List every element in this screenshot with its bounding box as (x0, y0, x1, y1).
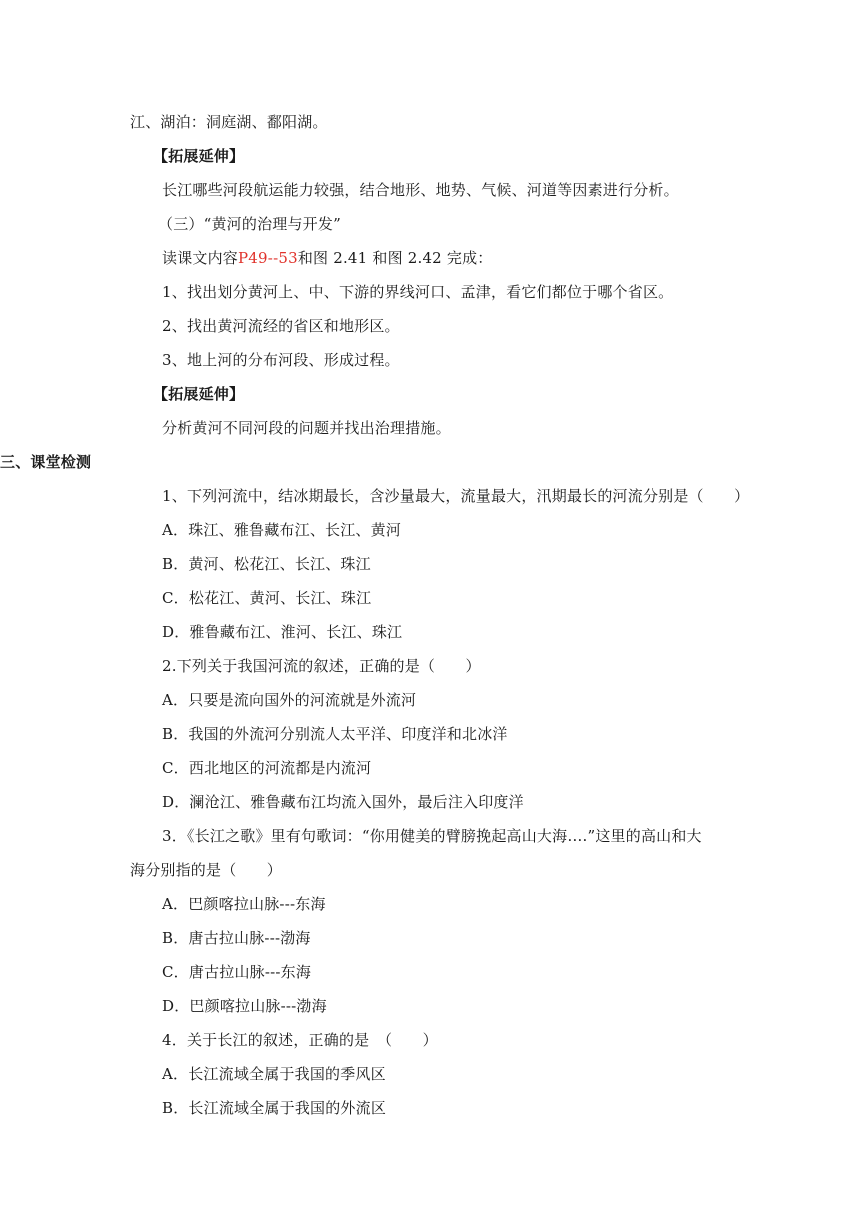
section-title-yellow-river: （三）“黄河的治理与开发” (158, 215, 341, 233)
task-item: 3、地上河的分布河段、形成过程。 (162, 351, 400, 369)
option: B．长江流域全属于我国的外流区 (162, 1099, 387, 1117)
option: A．珠江、雅鲁藏布江、长江、黄河 (162, 521, 402, 539)
option: D．澜沧江、雅鲁藏布江均流入国外，最后注入印度洋 (162, 793, 524, 811)
text-segment: 读课文内容 (162, 249, 239, 267)
option: C．唐古拉山脉---东海 (162, 963, 312, 981)
text-line: 长江哪些河段航运能力较强，结合地形、地势、气候、河道等因素进行分析。 (162, 181, 679, 199)
question-3: 3．《长江之歌》里有句歌词：“你用健美的臂膀挽起高山大海….”这里的高山和大 (162, 827, 702, 845)
option: B．黄河、松花江、长江、珠江 (162, 555, 371, 573)
text-line: 分析黄河不同河段的问题并找出治理措施。 (162, 419, 451, 437)
task-item: 1、找出划分黄河上、中、下游的界线河口、孟津，看它们都位于哪个省区。 (162, 283, 674, 301)
option: A．巴颜喀拉山脉---东海 (162, 895, 326, 913)
option: A．只要是流向国外的河流就是外流河 (162, 691, 417, 709)
option: C．西北地区的河流都是内流河 (162, 759, 372, 777)
text-line: 江、湖泊：洞庭湖、鄱阳湖。 (130, 113, 328, 131)
option: B．唐古拉山脉---渤海 (162, 929, 311, 947)
option: A．长江流域全属于我国的季风区 (162, 1065, 386, 1083)
text-line (162, 248, 493, 268)
task-item: 2、找出黄河流经的省区和地形区。 (162, 317, 400, 335)
question-3-continued: 海分别指的是（ ） (130, 861, 283, 879)
question-4: 4．关于长江的叙述，正确的是 （ ） (162, 1031, 438, 1049)
section-heading-extension: 【拓展延伸】 (153, 147, 245, 165)
section-heading-extension: 【拓展延伸】 (153, 385, 245, 403)
question-2: 2.下列关于我国河流的叙述，正确的是（ ） (162, 657, 481, 675)
text-segment: 和图 2.41 和图 2.42 完成： (297, 249, 493, 267)
option: C．松花江、黄河、长江、珠江 (162, 589, 372, 607)
option: D．雅鲁藏布江、淮河、长江、珠江 (162, 623, 403, 641)
option: B．我国的外流河分别流人太平洋、印度洋和北冰洋 (162, 725, 508, 743)
page-reference: P49--53 (238, 249, 298, 267)
option: D．巴颜喀拉山脉---渤海 (162, 997, 327, 1015)
section-heading-class-test: 三、课堂检测 (0, 453, 92, 471)
question-1: 1、下列河流中，结冰期最长，含沙量最大，流量最大，汛期最长的河流分别是（ ） (162, 487, 750, 505)
